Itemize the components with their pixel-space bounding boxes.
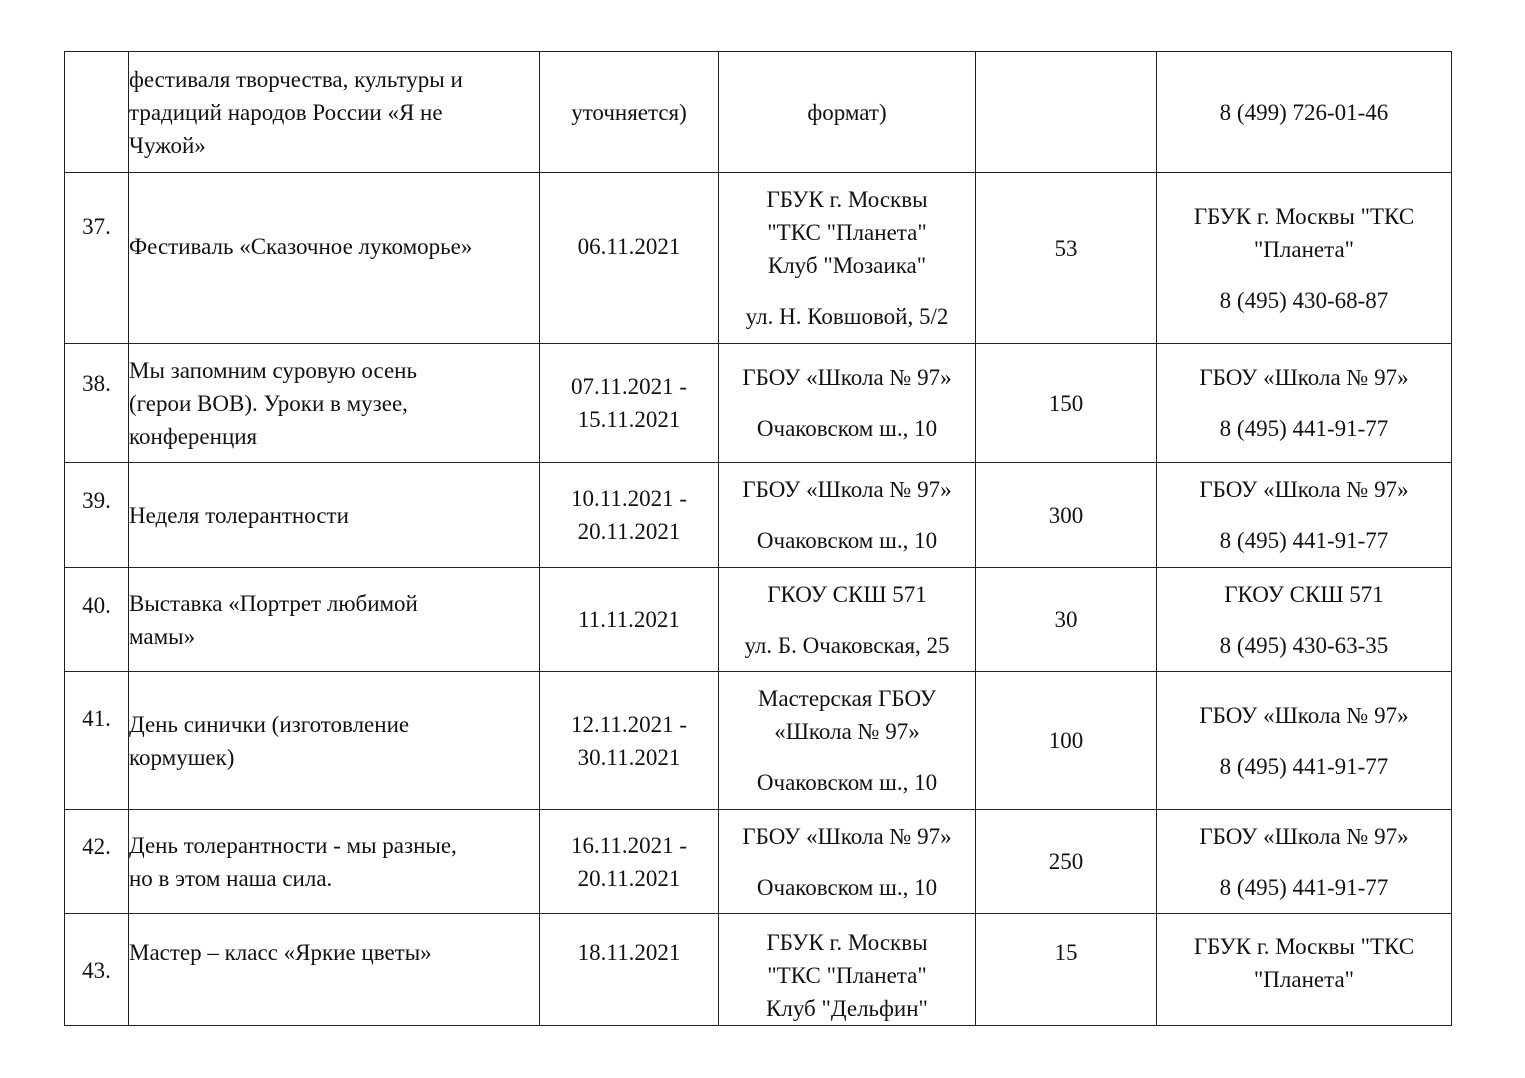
participant-count xyxy=(976,52,1157,173)
org-phone: 8 (495) 430-68-87 xyxy=(1219,287,1389,313)
organizer xyxy=(1157,568,1452,672)
event-venue xyxy=(719,52,976,173)
org-name: ГБОУ «Школа № 97» xyxy=(1199,702,1409,728)
date-line: 15.11.2021 xyxy=(577,407,681,432)
events-table xyxy=(64,51,1452,1026)
event-venue xyxy=(719,568,976,672)
venue-line: ГБУК г. Москвы xyxy=(766,187,928,212)
event-date xyxy=(540,344,719,463)
participant-count: 100 xyxy=(976,672,1157,810)
event-venue xyxy=(719,914,976,1026)
table-row xyxy=(65,52,1452,173)
venue-line: ГБОУ «Школа № 97» xyxy=(742,365,952,390)
venue-line: Клуб "Мозаика" xyxy=(767,253,927,278)
org-phone: 8 (499) 726-01-46 xyxy=(1219,99,1389,125)
event-line: но в этом наша сила. xyxy=(129,865,333,891)
organizer xyxy=(1157,463,1452,568)
venue-address: Очаковском ш., 10 xyxy=(756,874,938,900)
event-venue xyxy=(719,810,976,914)
organizer xyxy=(1157,52,1452,173)
organizer xyxy=(1157,810,1452,914)
row-number: 37. xyxy=(65,173,129,344)
event-line: Чужой» xyxy=(129,132,206,158)
event-line: конференция xyxy=(129,423,258,449)
event-venue xyxy=(719,463,976,568)
organizer xyxy=(1157,173,1452,344)
event-date xyxy=(540,463,719,568)
event-date xyxy=(540,672,719,810)
row-number: 42. xyxy=(65,810,129,914)
date-line: 20.11.2021 xyxy=(577,865,681,891)
row-number: 40. xyxy=(65,568,129,672)
org-phone: 8 (495) 441-91-77 xyxy=(1219,528,1389,553)
org-phone: 8 (495) 441-91-77 xyxy=(1219,416,1389,441)
org-name: ГБОУ «Школа № 97» xyxy=(1199,823,1409,849)
date-line: 16.11.2021 - xyxy=(570,832,688,858)
participant-count: 15 xyxy=(976,914,1157,1026)
date-line: 07.11.2021 - xyxy=(570,374,688,399)
org-name: ГБУК г. Москвы "ТКС xyxy=(1193,203,1415,229)
event-name xyxy=(129,173,540,344)
event-name xyxy=(129,568,540,672)
date-line: 12.11.2021 - xyxy=(570,711,688,737)
event-line: кормушек) xyxy=(129,744,235,770)
event-line: Мастер – класс «Яркие цветы» xyxy=(129,940,432,965)
venue-address: ул. Б. Очаковская, 25 xyxy=(744,632,950,658)
event-name xyxy=(129,463,540,568)
organizer xyxy=(1157,672,1452,810)
event-line: традиций народов России «Я не xyxy=(129,99,443,125)
event-line: День толерантности - мы разные, xyxy=(129,832,457,858)
venue-line: ГБОУ «Школа № 97» xyxy=(742,477,952,502)
venue-line: "ТКС "Планета" xyxy=(767,220,927,245)
date-line: 18.11.2021 xyxy=(577,940,681,965)
date-line: 11.11.2021 xyxy=(578,607,680,632)
org-name: "Планета" xyxy=(1253,967,1355,992)
event-date xyxy=(540,173,719,344)
participant-count: 53 xyxy=(976,173,1157,344)
event-date xyxy=(540,568,719,672)
event-line: мамы» xyxy=(129,623,196,649)
event-line: (герои ВОВ). Уроки в музее, xyxy=(129,390,408,416)
org-phone: 8 (495) 441-91-77 xyxy=(1219,874,1389,900)
date-line: 10.11.2021 - xyxy=(570,486,688,511)
venue-line: ГБОУ «Школа № 97» xyxy=(742,823,952,849)
event-venue xyxy=(719,173,976,344)
participant-count: 300 xyxy=(976,463,1157,568)
table-row xyxy=(65,173,1452,344)
org-name: "Планета" xyxy=(1253,236,1355,262)
org-name: ГБОУ «Школа № 97» xyxy=(1199,365,1409,390)
event-date xyxy=(540,52,719,173)
date-line: 30.11.2021 xyxy=(577,744,681,770)
org-phone: 8 (495) 430-63-35 xyxy=(1219,632,1389,658)
event-name xyxy=(129,52,540,173)
date-line: 06.11.2021 xyxy=(577,233,681,259)
org-name: ГБОУ «Школа № 97» xyxy=(1199,477,1409,502)
row-number xyxy=(65,52,129,173)
event-venue xyxy=(719,672,976,810)
participant-count: 150 xyxy=(976,344,1157,463)
venue-address: ул. Н. Ковшовой, 5/2 xyxy=(745,304,949,329)
organizer xyxy=(1157,344,1452,463)
venue-line: «Школа № 97» xyxy=(774,719,920,744)
date-line: уточняется) xyxy=(571,99,687,125)
event-name xyxy=(129,914,540,1026)
row-number: 41. xyxy=(65,672,129,810)
event-date xyxy=(540,914,719,1026)
venue-address: Очаковском ш., 10 xyxy=(756,528,938,553)
participant-count: 250 xyxy=(976,810,1157,914)
organizer xyxy=(1157,914,1452,1026)
event-name xyxy=(129,344,540,463)
venue-line: формат) xyxy=(807,99,887,125)
row-number: 38. xyxy=(65,344,129,463)
table-row xyxy=(65,914,1452,1026)
venue-line: ГКОУ СКШ 571 xyxy=(767,581,927,607)
event-line: День синички (изготовление xyxy=(129,711,410,737)
row-number: 39. xyxy=(65,463,129,568)
table-row xyxy=(65,810,1452,914)
event-name xyxy=(129,672,540,810)
event-line: фестиваля творчества, культуры и xyxy=(129,66,463,92)
event-line: Мы запомним суровую осень xyxy=(129,357,417,383)
event-venue xyxy=(719,344,976,463)
venue-line: ГБУК г. Москвы xyxy=(766,930,928,955)
table-row xyxy=(65,344,1452,463)
table-row xyxy=(65,568,1452,672)
event-line: Выставка «Портрет любимой xyxy=(129,590,418,616)
org-name: ГБУК г. Москвы "ТКС xyxy=(1193,934,1415,959)
row-number: 43. xyxy=(65,914,129,1026)
table-row xyxy=(65,463,1452,568)
venue-line: Клуб "Дельфин" xyxy=(766,996,928,1021)
org-name: ГКОУ СКШ 571 xyxy=(1224,581,1384,607)
participant-count: 30 xyxy=(976,568,1157,672)
table-row xyxy=(65,672,1452,810)
venue-line: Мастерская ГБОУ xyxy=(757,686,937,711)
date-line: 20.11.2021 xyxy=(577,519,681,544)
event-name xyxy=(129,810,540,914)
venue-line: "ТКС "Планета" xyxy=(767,963,927,988)
event-date xyxy=(540,810,719,914)
org-phone: 8 (495) 441-91-77 xyxy=(1219,753,1389,779)
venue-address: Очаковском ш., 10 xyxy=(756,416,938,441)
event-line: Неделя толерантности xyxy=(129,502,349,528)
event-line: Фестиваль «Сказочное лукоморье» xyxy=(129,233,473,259)
venue-address: Очаковском ш., 10 xyxy=(756,770,938,795)
